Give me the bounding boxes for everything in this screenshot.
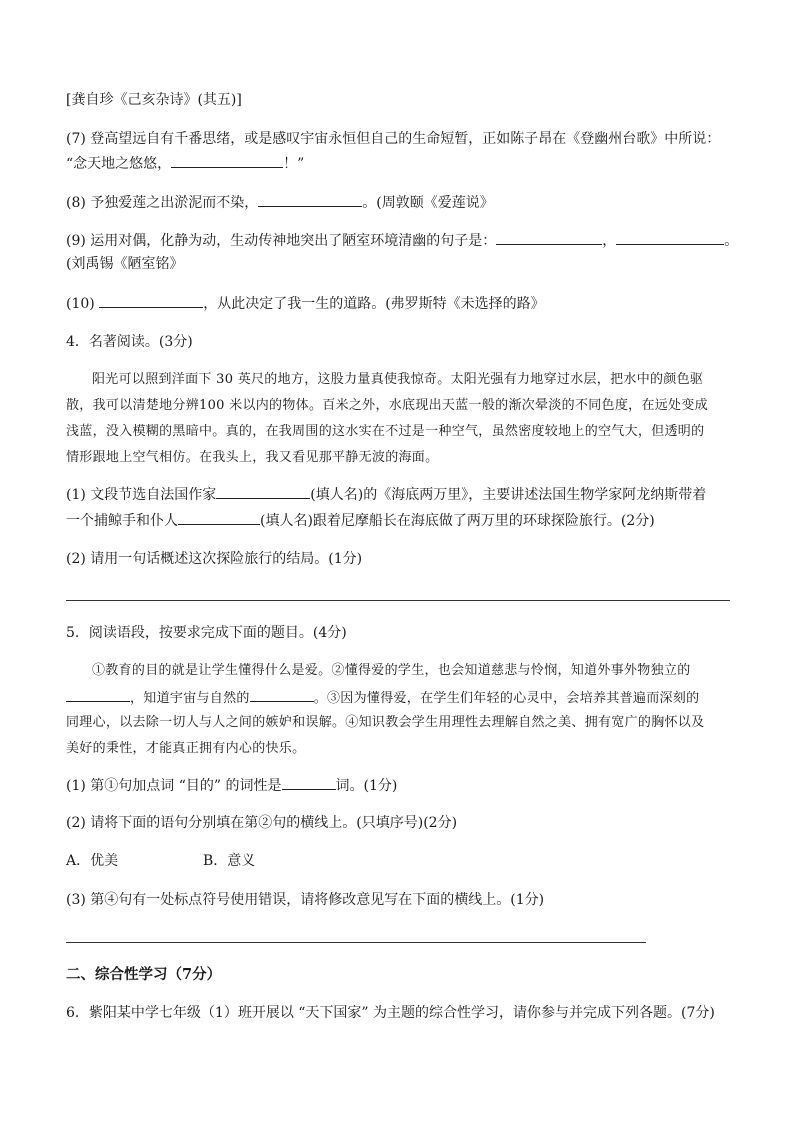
q9-text: (9) 运用对偶，化静为动，生动传神地突出了陋室环境清幽的句子是：	[66, 233, 497, 249]
q7-answer-blank[interactable]	[171, 153, 283, 168]
q5-passage-line-1: ①教育的目的就是让学生懂得什么是爱。②懂得爱的学生，也会知道慈悲与怜悯，知道外事外物独立的	[92, 663, 691, 678]
q8-answer-blank[interactable]	[258, 192, 362, 207]
q4-passage-line-1: 阳光可以照到洋面下 30 英尺的地方，这股力量真使我惊奇。太阳光强有力地穿过水层，把水中的颜色驱	[92, 372, 704, 387]
q5-title: 5．阅读语段，按要求完成下面的题目。(4分)	[66, 625, 347, 641]
q5-answer-line[interactable]	[66, 942, 646, 943]
q5-sub1-blank[interactable]	[282, 775, 336, 790]
q4-sub1-line-2	[66, 510, 655, 531]
q8-source: 。(周敦颐《爱莲说》	[362, 195, 494, 211]
q5-blank-1[interactable]	[66, 687, 130, 702]
q10-answer-blank[interactable]	[99, 293, 203, 308]
q5-sub2: (2) 请将下面的语句分别填在第②句的横线上。(只填序号)(2分)	[66, 815, 458, 831]
q9-end: 。	[724, 233, 739, 249]
q5-option-a: A．优美	[66, 853, 119, 869]
q5-passage-line-4: 美好的秉性，才能真正拥有内心的快乐。	[66, 741, 306, 756]
q6-text: 6．紫阳某中学七年级（1）班开展以 “天下国家” 为主题的综合性学习，请你参与并完成下列各题。(7分)	[66, 1005, 715, 1021]
q5-sub1	[66, 775, 397, 796]
q7-end: ！”	[283, 156, 305, 172]
section-2-heading: 二、综合性学习（7分）	[66, 966, 222, 983]
q9-source: (刘禹锡《陋室铭》	[66, 256, 184, 272]
q4-sub2: (2) 请用一句话概述这次探险旅行的结局。(1分)	[66, 551, 363, 567]
q9-answer-blank-1[interactable]	[496, 230, 602, 245]
q5-sub1-end: 词。(1分)	[335, 778, 398, 794]
q5-sub3: (3) 第④句有一处标点符号使用错误，请将修改意见写在下面的横线上。(1分)	[66, 892, 545, 908]
q5-passage-line-2	[66, 687, 699, 709]
q5-sub1-text: (1) 第①句加点词 “目的” 的词性是	[66, 778, 282, 794]
q9-comma: ，	[602, 233, 617, 249]
q5-option-b: B．意义	[203, 853, 256, 869]
q9-answer-blank-2[interactable]	[616, 230, 724, 245]
q5-passage-text: ，知道宇宙与自然的	[130, 691, 250, 706]
q4-author-blank[interactable]	[216, 484, 310, 499]
q4-title: 4．名著阅读。(3分)	[66, 334, 193, 350]
q10-line	[66, 293, 545, 314]
q4-passage-line-3: 浅蓝，没入模糊的黑暗中。真的，在我周围的这水实在不过是一种空气，虽然密度较地上的空气大，但透明的	[66, 424, 705, 439]
q9-line-1	[66, 230, 738, 251]
q4-answer-line[interactable]	[66, 600, 730, 601]
q7-line-1: (7) 登高望远自有千番思绪，或是感叹宇宙永恒但自己的生命短暂，正如陈子昂在《登幽州台歌》中所说：	[66, 131, 721, 147]
q4-passage-line-2: 散，我可以清楚地分辨100 米以内的物体。百米之外，水底现出天蓝一般的渐次晕淡的不同色度，在远处变成	[66, 398, 708, 413]
q5-passage-line-3: 同理心，以去除一切人与人之间的嫉妒和误解。④知识教会学生用理性去理解自然之美、拥有宽广的胸怀以及	[66, 715, 705, 730]
q5-blank-2[interactable]	[250, 687, 314, 702]
q8-text: (8) 予独爱莲之出淤泥而不染，	[66, 195, 259, 211]
q4-sub1-text: (1) 文段节选自法国作家	[66, 487, 217, 503]
q10-text: ，从此决定了我一生的道路。(弗罗斯特《未选择的路》	[203, 296, 545, 312]
q4-sub1-text-4: (填人名)跟着尼摩船长在海底做了两万里的环球探险旅行。(2分)	[260, 513, 655, 529]
q4-servant-blank[interactable]	[178, 510, 260, 525]
q10-number: (10)	[66, 296, 100, 312]
q4-sub1-text-3: 一个捕鲸手和仆人	[66, 513, 178, 529]
q5-passage-text-2: 。③因为懂得爱，在学生们年轻的心灵中，会培养其普遍而深刻的	[313, 691, 700, 706]
q8-line	[66, 192, 494, 213]
q7-text: “念天地之悠悠，	[66, 156, 172, 172]
q7-line-2	[66, 153, 304, 174]
q4-sub1-line-1	[66, 484, 706, 505]
q4-sub1-text-2: (填人名)的《海底两万里》，主要讲述法国生物学家阿龙纳斯带着	[310, 487, 707, 503]
q4-passage-line-4: 情形跟地上空气相仿。在我头上，我又看见那平静无波的海面。	[66, 450, 439, 465]
poem-source: [龚自珍《己亥杂诗》(其五)]	[66, 92, 242, 108]
